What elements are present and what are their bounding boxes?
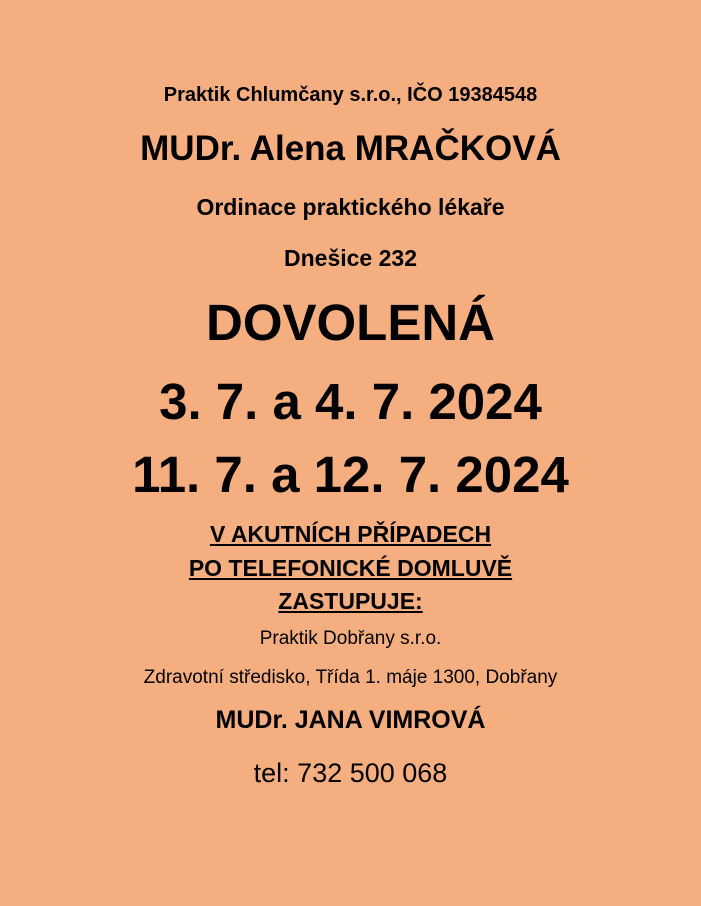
acute-cases-line-2: PO TELEFONICKÉ DOMLUVĚ bbox=[188, 555, 513, 581]
substitute-address: Zdravotní středisko, Třída 1. máje 1300, Dobřany bbox=[143, 667, 558, 688]
doctor-name: MUDr. Alena MRAČKOVÁ bbox=[140, 129, 561, 168]
vacation-heading: DOVOLENÁ bbox=[205, 294, 496, 351]
vacation-date-1: 3. 7. a 4. 7. 2024 bbox=[159, 373, 542, 430]
substitute-company: Praktik Dobřany s.r.o. bbox=[259, 628, 442, 649]
acute-cases-line-3: ZASTUPUJE: bbox=[278, 588, 423, 614]
practice-address: Dnešice 232 bbox=[284, 245, 417, 271]
substitute-phone: tel: 732 500 068 bbox=[253, 758, 448, 788]
practice-name: Ordinace praktického lékaře bbox=[196, 194, 505, 220]
acute-cases-line-1: V AKUTNÍCH PŘÍPADECH bbox=[209, 521, 492, 547]
substitute-doctor: MUDr. JANA VIMROVÁ bbox=[215, 706, 486, 734]
vacation-date-2: 11. 7. a 12. 7. 2024 bbox=[132, 446, 569, 503]
company-name: Praktik Chlumčany s.r.o., IČO 19384548 bbox=[163, 84, 538, 106]
